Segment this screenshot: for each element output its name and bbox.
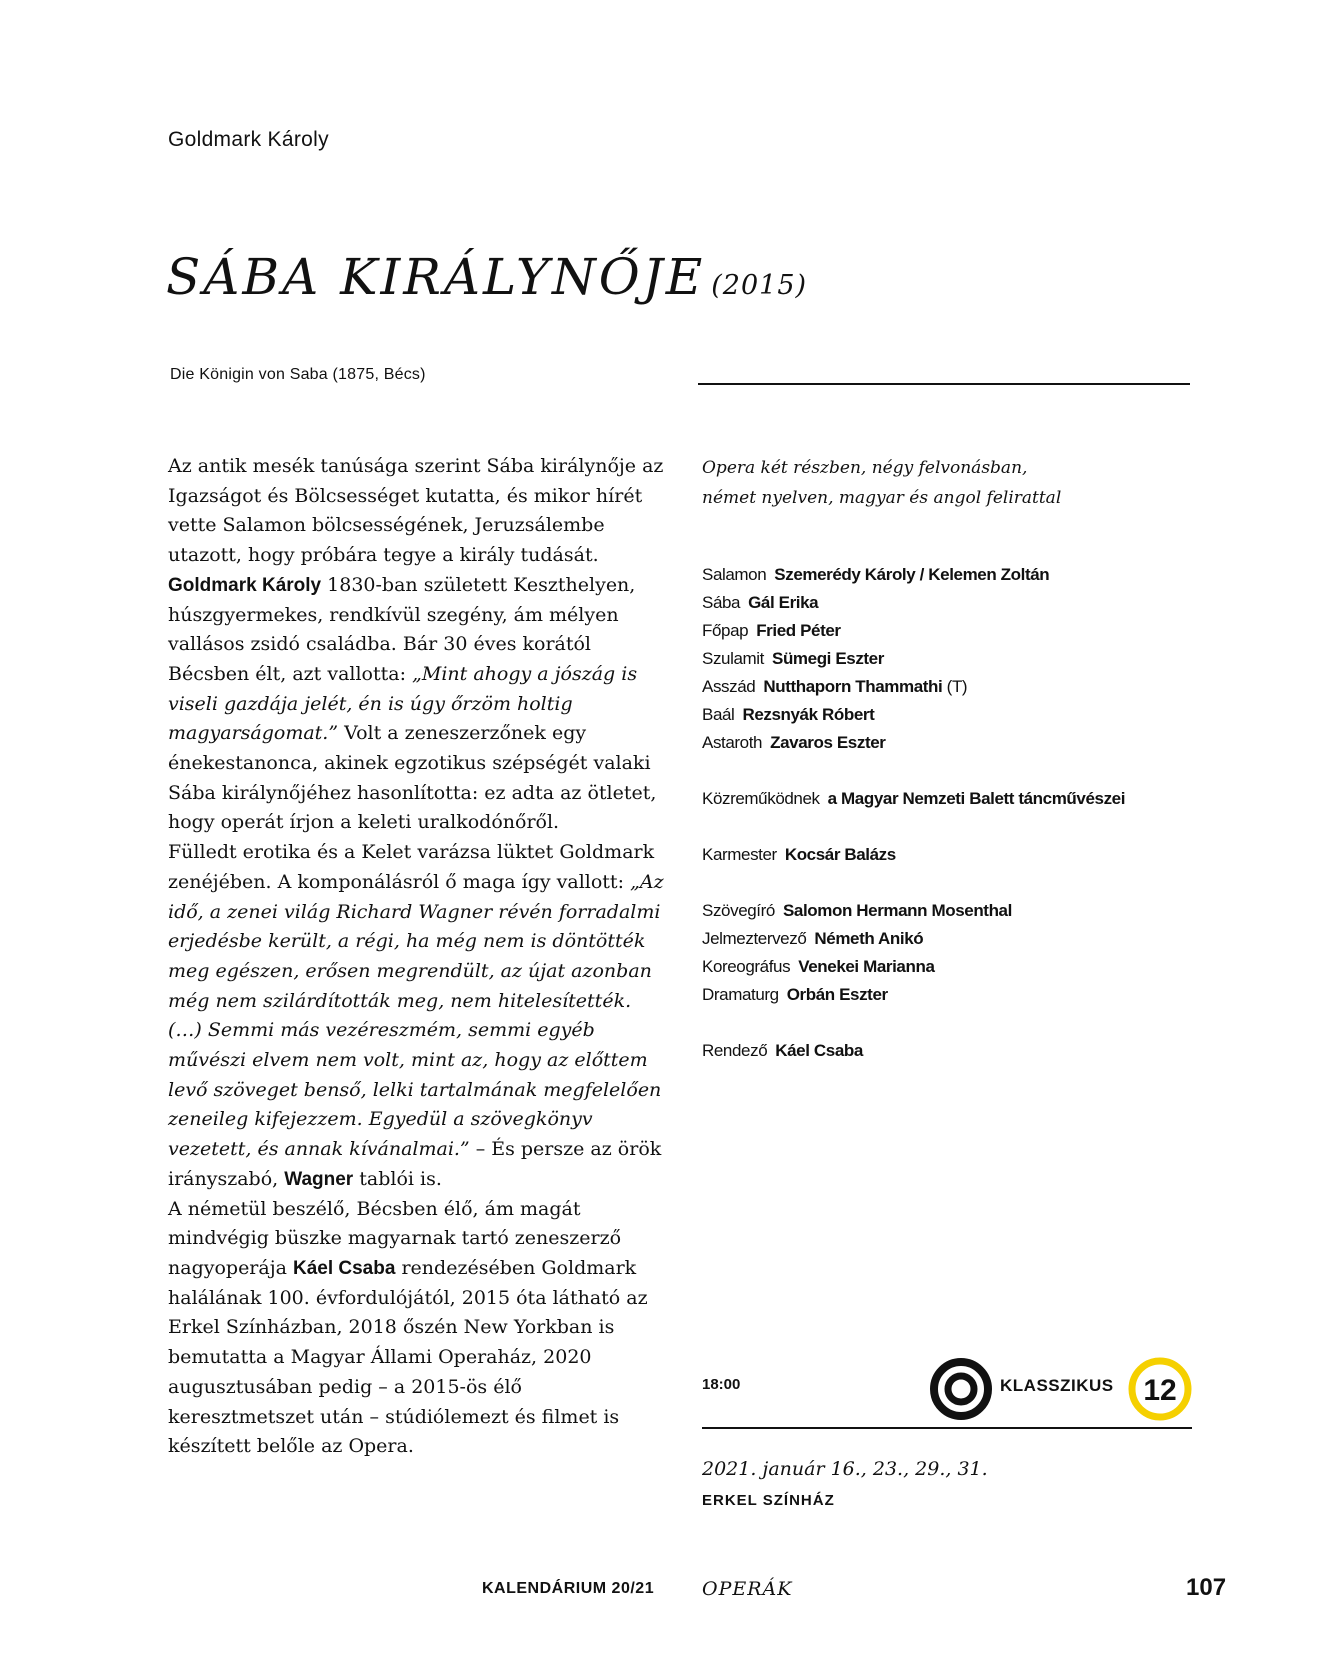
body-text: 1830-ban született Keszthelyen, húszgyermekes, rendkívül szegény, ám mélyen vallásos zsidó családba. Bár 30 éves korától Bécsben élt, azt vallotta:: [168, 573, 636, 685]
creative-credit: [702, 985, 888, 1005]
credit-name: Salomon Hermann Mosenthal: [782, 901, 1012, 920]
cast-credit: [702, 621, 841, 641]
cast-credit: [702, 733, 885, 753]
title-year: (2015): [711, 270, 808, 301]
body-text: rendezésében Goldmark halálának 100. évfordulójától, 2015 óta látható az Erkel Színházban, 2018 őszén New Yorkban is bemutatta a Magyar Állami Operaház, 2020 augusztusában pedig – a 2015-ös élő keresztmetszet után – stúdiólemezt és filmet is készített belőle az Opera.: [168, 1256, 648, 1458]
credit-name: Rezsnyák Róbert: [742, 705, 875, 724]
cast-credit: [702, 677, 967, 697]
cast-credit: [702, 705, 874, 725]
body-text: A németül beszélő, Bécsben élő, ám magát mindvégig büszke magyarnak tartó zeneszerző nagyoperája: [168, 1197, 622, 1279]
original-title: Die Königin von Saba (1875, Bécs): [170, 366, 426, 383]
article-body: [168, 452, 668, 1462]
bold-text: Wagner: [284, 1168, 354, 1190]
venue: ERKEL SZÍNHÁZ: [702, 1492, 835, 1509]
age-rating-badge: [1128, 1357, 1192, 1421]
credit-role: Főpap: [702, 621, 749, 640]
footer-section: OPERÁK: [702, 1578, 793, 1600]
body-text: tablói is.: [353, 1167, 442, 1190]
credit-name: a Magyar Nemzeti Balett táncművészei: [827, 789, 1126, 808]
credit-voice-note: (T): [942, 677, 968, 696]
credit-role: Salamon: [702, 565, 767, 584]
bold-text: Káel Csaba: [292, 1257, 396, 1279]
credit-role: Dramaturg: [702, 985, 779, 1004]
performance-dates: 2021. január 16., 23., 29., 31.: [702, 1458, 988, 1480]
page-number: 107: [1186, 1574, 1227, 1601]
credit-name: Fried Péter: [756, 621, 841, 640]
divider: [698, 383, 1190, 385]
credit-name: Szemerédy Károly / Kelemen Zoltán: [774, 565, 1050, 584]
credit-name: Venekei Marianna: [798, 957, 935, 976]
body-text: Fülledt erotika és a Kelet varázsa lüktet Goldmark zenéjében. A komponálásról ő maga így vallott:: [168, 841, 655, 893]
credit-name: Gál Erika: [748, 593, 819, 612]
composer-name: Goldmark Károly: [168, 128, 329, 151]
creative-credit: [702, 957, 935, 977]
genre-line: Opera két részben, négy felvonásban,: [702, 458, 1028, 478]
credit-role: Közreműködnek: [702, 789, 820, 808]
credit-name: Káel Csaba: [775, 1041, 863, 1060]
credit-role: Szövegíró: [702, 901, 775, 920]
creative-credit: [702, 901, 1012, 921]
body-text: Az antik mesék tanúsága szerint Sába királynője az Igazságot és Bölcsességet kutatta, és mikor hírét vette Salamon bölcsességének, Jeruzsálembe utazott, hogy próbára tegye a király tudását.: [168, 455, 664, 567]
credit-role: Karmester: [702, 845, 777, 864]
credit-role: Asszád: [702, 677, 756, 696]
credit-role: Szulamit: [702, 649, 764, 668]
page-title: [166, 248, 807, 306]
performance-time: 18:00: [702, 1376, 741, 1393]
credit-role: Rendező: [702, 1041, 768, 1060]
collaborator-credit: [702, 789, 1125, 809]
bold-text: Goldmark Károly: [168, 574, 322, 596]
creative-credit: [702, 929, 923, 949]
quote-text: „Az idő, a zenei világ Richard Wagner révén forradalmi erjedésbe került, a régi, ha még nem is döntötték meg egészen, erősen megrendült, az újat azonban még nem szilárdították meg, nem hitelesítették. (…) Semmi más vezéreszmém, semmi egyéb művészi elvem nem volt, mint az, hogy az előttem levő szöveget benső, lelki tartalmának megfelelően zeneileg kifejezzem. Egyedül a szövegkönyv vezetett, és annak kívánalmai.”: [168, 870, 664, 1161]
credit-name: Németh Anikó: [814, 929, 924, 948]
quote-text: „Mint ahogy a jószág is viseli gazdája jelét, én is úgy őrzöm holtig magyarságomat.”: [168, 662, 638, 745]
body-paragraph: [168, 452, 668, 571]
credit-role: Astaroth: [702, 733, 763, 752]
body-paragraph: [168, 571, 668, 838]
body-paragraph: [168, 1195, 668, 1462]
age-rating-text: 12: [1143, 1374, 1177, 1407]
conductor-credit: [702, 845, 896, 865]
cast-credit: [702, 565, 1049, 585]
genre-description: [702, 454, 1182, 513]
footer-publication: KALENDÁRIUM 20/21: [482, 1580, 655, 1597]
credit-name: Zavaros Eszter: [770, 733, 886, 752]
body-text: – És persze az örök irányszabó,: [168, 1138, 662, 1190]
credit-name: Kocsár Balázs: [784, 845, 896, 864]
cast-credit: [702, 649, 884, 669]
body-text: Volt a zeneszerzőnek egy énekestanonca, akinek egzotikus szépségét valaki Sába királynőjéhez hasonlította: ez adta az ötletet, hogy operát írjon a keleti uralkodónőről.: [168, 722, 657, 834]
genre-line: német nyelven, magyar és angol felirattal: [702, 487, 1062, 508]
series-label: KLASSZIKUS: [1000, 1376, 1114, 1395]
divider: [702, 1427, 1192, 1429]
title-text: SÁBA KIRÁLYNŐJE: [166, 248, 706, 306]
director-credit: [702, 1041, 863, 1061]
credit-role: Koreográfus: [702, 957, 791, 976]
credit-name: Nutthaporn Thammathi: [763, 677, 943, 696]
body-paragraph: [168, 838, 668, 1194]
cast-credit: [702, 593, 818, 613]
credit-role: Sába: [702, 593, 741, 612]
target-icon: [929, 1357, 993, 1421]
credit-role: Baál: [702, 705, 735, 724]
credit-name: Orbán Eszter: [786, 985, 888, 1004]
credit-name: Sümegi Eszter: [772, 649, 884, 668]
credit-role: Jelmeztervező: [702, 929, 807, 948]
